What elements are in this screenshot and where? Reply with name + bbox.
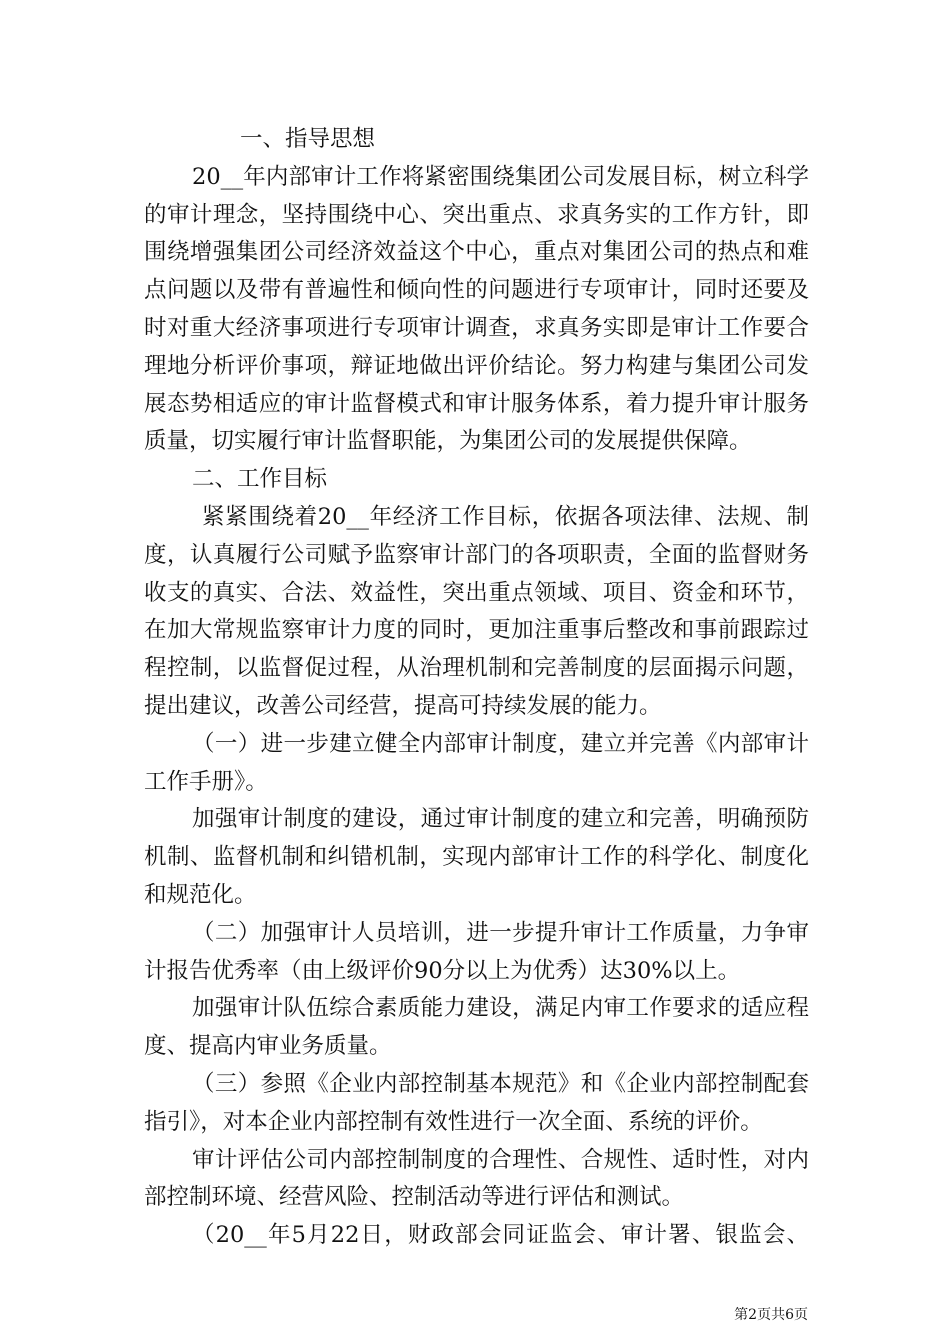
text-line: 点问题以及带有普遍性和倾向性的问题进行专项审计，同时还要及 (144, 277, 809, 304)
text-line: 围绕增强集团公司经济效益这个中心，重点对集团公司的热点和难 (144, 239, 809, 266)
text-line: 工作手册》。 (144, 768, 268, 795)
text-line: 在加大常规监察审计力度的同时，更加注重事后整改和事前跟踪过 (144, 617, 809, 644)
text-line: 和规范化。 (144, 881, 257, 908)
text-line: （二）加强审计人员培训，进一步提升审计工作质量，力争审 (192, 919, 809, 946)
text-line: 质量，切实履行审计监督职能，为集团公司的发展提供保障。 (144, 428, 752, 455)
text-line: 展态势相适应的审计监督模式和审计服务体系，着力提升审计服务 (144, 390, 809, 417)
text-line: （一）进一步建立健全内部审计制度，建立并完善《内部审计 (192, 730, 809, 757)
text-line: （三）参照《企业内部控制基本规范》和《企业内部控制配套 (192, 1070, 809, 1097)
text-line: 一、指导思想 (240, 126, 376, 152)
text-line: 时对重大经济事项进行专项审计调查，求真务实即是审计工作要合 (144, 314, 809, 341)
text-line: 的审计理念，坚持围绕中心、突出重点、求真务实的工作方针，即 (144, 201, 809, 228)
text-line: 审计评估公司内部控制制度的合理性、合规性、适时性，对内 (192, 1146, 809, 1173)
text-line: 加强审计队伍综合素质能力建设，满足内审工作要求的适应程 (192, 995, 809, 1022)
text-line: 计报告优秀率（由上级评价90分以上为优秀）达30%以上。 (144, 957, 741, 984)
text-line: 二、工作目标 (192, 466, 328, 493)
text-line: （20__年5月22日，财政部会同证监会、审计署、银监会、 (192, 1222, 809, 1249)
text-line: 度，认真履行公司赋予监察审计部门的各项职责，全面的监督财务 (144, 541, 809, 568)
text-line: 指引》，对本企业内部控制有效性进行一次全面、系统的评价。 (144, 1108, 763, 1135)
text-line: 机制、监督机制和纠错机制，实现内部审计工作的科学化、制度化 (144, 844, 809, 871)
text-line: 加强审计制度的建设，通过审计制度的建立和完善，明确预防 (192, 806, 809, 833)
document-body (144, 121, 809, 1255)
text-line: 收支的真实、合法、效益性，突出重点领域、项目、资金和环节， (144, 579, 809, 606)
text-line: 紧紧围绕着20__年经济工作目标，依据各项法律、法规、制 (202, 503, 809, 530)
text-line: 理地分析评价事项，辩证地做出评价结论。努力构建与集团公司发 (144, 352, 809, 379)
text-line: 20__年内部审计工作将紧密围绕集团公司发展目标，树立科学 (192, 163, 809, 190)
text-line: 部控制环境、经营风险、控制活动等进行评估和测试。 (144, 1184, 685, 1211)
text-line: 提出建议，改善公司经营，提高可持续发展的能力。 (144, 692, 662, 719)
text-line: 度、提高内审业务质量。 (144, 1033, 392, 1060)
page-number-footer: 第2页共6页 (734, 1307, 808, 1323)
text-line: 程控制，以监督促过程，从治理机制和完善制度的层面揭示问题， (144, 655, 809, 682)
